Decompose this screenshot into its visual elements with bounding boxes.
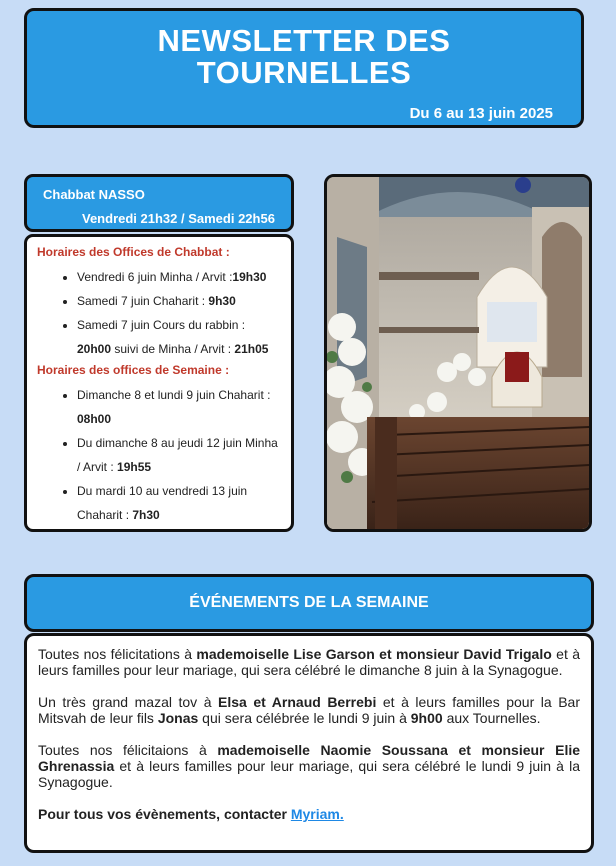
title-line-1: NEWSLETTER DES: [157, 23, 451, 58]
newsletter-dates: Du 6 au 13 juin 2025: [409, 105, 553, 122]
events-contact: Pour tous vos évènements, contacter Myriam.: [38, 806, 344, 822]
contact-myriam-link[interactable]: Myriam.: [290, 806, 344, 822]
chabbat-header: [24, 174, 294, 232]
event-wedding-soussana-ghrenassia: Toutes nos félicitaions à mademoiselle Naomie Soussana et monsieur Elie Ghrenassia et à leurs familles pour leur mariage, qui sera célébré le lundi 9 juin à la Synagogue.: [38, 742, 581, 790]
week-offices-title: Horaires des offices de Semaine :: [37, 363, 230, 377]
chabbat-name: Chabbat NASSO: [43, 187, 145, 202]
list-item: • Samedi 7 juin Chaharit : 9h30: [77, 289, 291, 313]
event-wedding-garson-trigalo: Toutes nos félicitations à mademoiselle Lise Garson et monsieur David Trigalo et à leurs familles pour leur mariage, qui sera célébré le dimanche 8 juin à la Synagogue.: [38, 646, 581, 678]
event-bar-mitsvah-berrebi: Un très grand mazal tov à Elsa et Arnaud Berrebi et à leurs familles pour la Bar Mitsvah de leur fils Jonas qui sera célébrée le lundi 9 juin à 9h00 aux Tournelles.: [38, 694, 580, 726]
office-schedule: [24, 234, 294, 532]
list-item: • Vendredi 6 juin Minha / Arvit :19h30: [77, 265, 291, 289]
events-header: ÉVÉNEMENTS DE LA SEMAINE: [24, 574, 594, 632]
synagogue-interior-image: [327, 177, 589, 529]
list-item: • Dimanche 8 et lundi 9 juin Chaharit : 08h00: [77, 383, 291, 431]
list-item: • Du dimanche 8 au jeudi 12 juin Minha / Arvit : 19h55: [77, 431, 291, 479]
title-line-2: TOURNELLES: [196, 55, 412, 90]
chabbat-times: Vendredi 21h32 / Samedi 22h56: [82, 211, 275, 226]
shabbat-offices-list: [37, 265, 291, 361]
shabbat-offices-title: Horaires des Offices de Chabbat :: [37, 245, 230, 259]
newsletter-header: [24, 8, 584, 128]
newsletter-title: [27, 25, 581, 89]
week-offices-list: [37, 383, 291, 527]
list-item: • Samedi 7 juin Cours du rabbin : 20h00 suivi de Minha / Arvit : 21h05: [77, 313, 291, 361]
list-item: • Du mardi 10 au vendredi 13 juin Chaharit : 7h30: [77, 479, 291, 527]
synagogue-photo: [324, 174, 592, 532]
events-body: [24, 633, 594, 853]
